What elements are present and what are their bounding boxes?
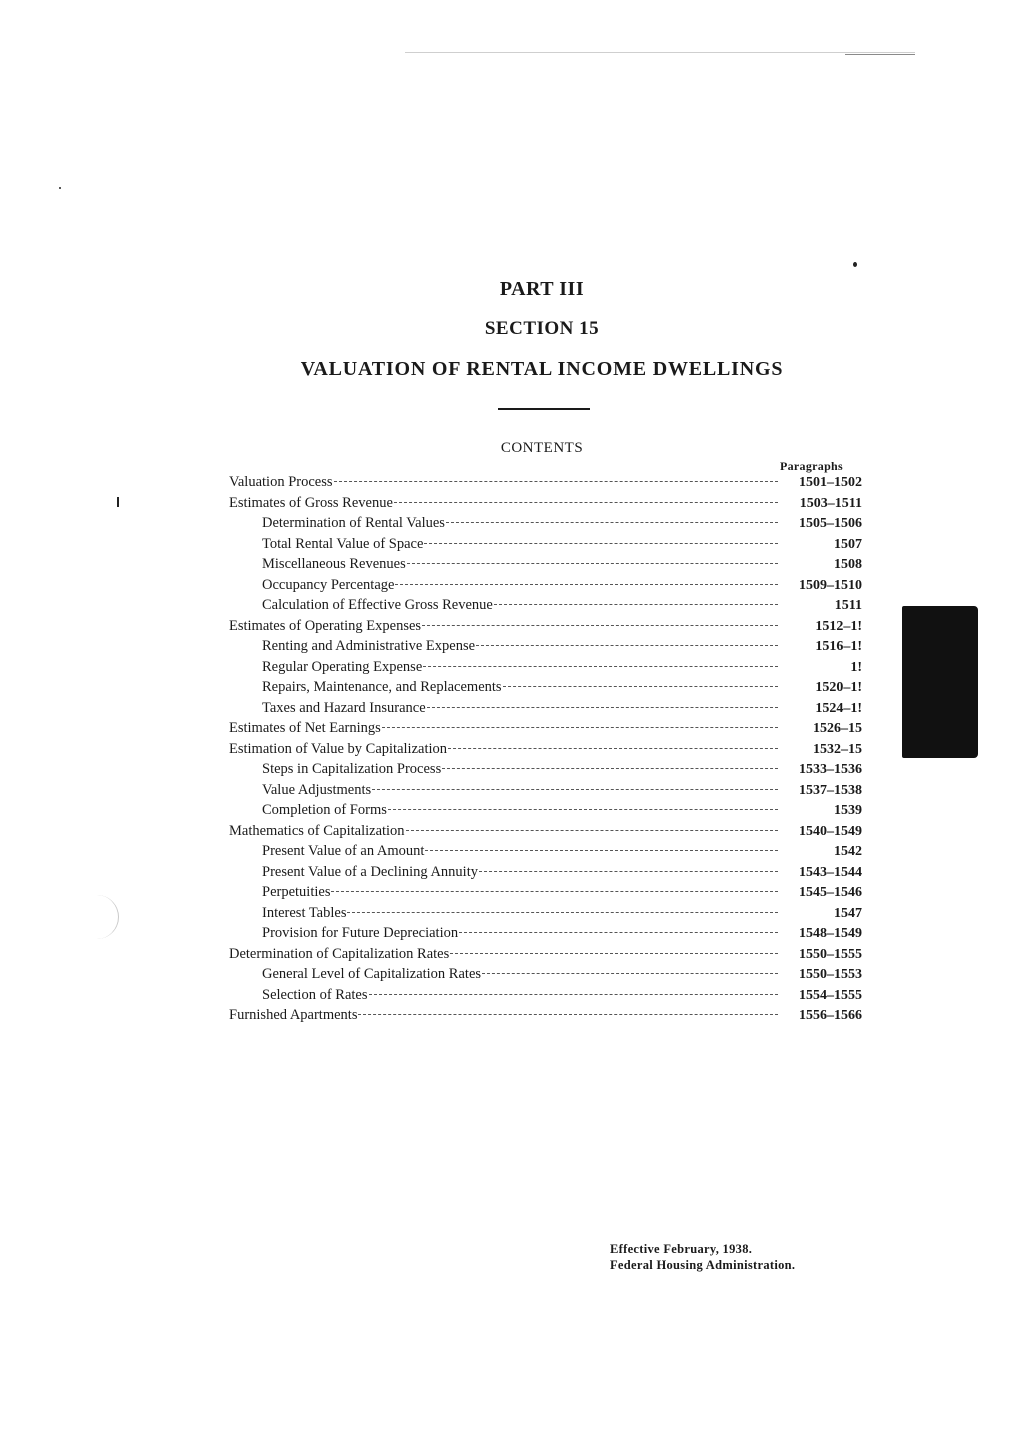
toc-entry-title: Present Value of a Declining Annuity bbox=[262, 863, 478, 880]
toc-entry-title: Mathematics of Capitalization bbox=[229, 822, 405, 839]
toc-entry-paragraphs: 1532–15 bbox=[813, 741, 862, 757]
toc-entry bbox=[229, 884, 862, 905]
toc-entry bbox=[229, 679, 862, 700]
paragraphs-column-header: Paragraphs bbox=[780, 459, 843, 473]
issuing-agency: Federal Housing Administration. bbox=[610, 1258, 796, 1272]
toc-dot-leader bbox=[448, 748, 778, 749]
toc-entry bbox=[229, 474, 862, 495]
toc-entry-paragraphs: 1545–1546 bbox=[799, 885, 862, 900]
toc-entry-title: Provision for Future Depreciation bbox=[262, 925, 459, 941]
toc-entry-paragraphs: 1503–1511 bbox=[799, 495, 862, 511]
toc-entry-paragraphs: 1548–1549 bbox=[799, 926, 862, 941]
toc-dot-leader bbox=[388, 809, 778, 810]
toc-dot-leader bbox=[358, 1014, 778, 1015]
toc-entry-paragraphs: 1533–1536 bbox=[799, 762, 862, 777]
toc-entry-title: Estimates of Net Earnings bbox=[229, 720, 381, 736]
toc-entry-paragraphs: 1520–1! bbox=[815, 680, 862, 695]
toc-dot-leader bbox=[446, 522, 778, 523]
toc-dot-leader bbox=[372, 789, 778, 790]
toc-entry-paragraphs: 1542 bbox=[834, 844, 862, 859]
toc-dot-leader bbox=[369, 994, 778, 995]
scan-artifact-line bbox=[405, 52, 915, 53]
toc-entry-title: Occupancy Percentage bbox=[262, 576, 395, 593]
toc-entry bbox=[229, 618, 862, 639]
toc-entry bbox=[229, 741, 862, 762]
toc-entry bbox=[229, 720, 862, 741]
page-title: VALUATION OF RENTAL INCOME DWELLINGS bbox=[300, 358, 784, 380]
toc-entry-paragraphs: 1550–1553 bbox=[799, 967, 862, 982]
toc-dot-leader bbox=[450, 953, 778, 954]
toc-entry bbox=[229, 925, 862, 946]
toc-entry-paragraphs: 1508 bbox=[834, 557, 862, 572]
toc-entry bbox=[229, 659, 862, 680]
margin-mark bbox=[117, 497, 119, 507]
toc-entry bbox=[229, 1007, 862, 1028]
toc-dot-leader bbox=[423, 666, 778, 667]
toc-dot-leader bbox=[442, 768, 778, 769]
toc-entry-paragraphs: 1539 bbox=[834, 803, 862, 818]
punch-hole-shadow bbox=[88, 895, 119, 939]
toc-entry-title: Total Rental Value of Space bbox=[262, 535, 424, 552]
toc-dot-leader bbox=[394, 502, 778, 503]
toc-entry-title: Selection of Rates bbox=[262, 986, 368, 1003]
effective-date: Effective February, 1938. bbox=[610, 1242, 753, 1256]
toc-entry-paragraphs: 1537–1538 bbox=[799, 782, 862, 798]
toc-dot-leader bbox=[422, 625, 778, 626]
ink-speck bbox=[853, 262, 857, 267]
section-heading: SECTION 15 bbox=[484, 318, 600, 339]
toc-entry bbox=[229, 843, 862, 864]
toc-entry-paragraphs: 1512–1! bbox=[815, 618, 862, 634]
toc-entry-title: Calculation of Effective Gross Revenue bbox=[262, 597, 493, 613]
part-heading: PART III bbox=[499, 278, 585, 300]
toc-entry-title: Repairs, Maintenance, and Replacements bbox=[262, 679, 502, 695]
toc-dot-leader bbox=[395, 584, 778, 585]
toc-entry-title: Steps in Capitalization Process bbox=[262, 761, 442, 777]
toc-dot-leader bbox=[482, 973, 778, 974]
toc-entry bbox=[229, 802, 862, 823]
toc-entry-paragraphs: 1547 bbox=[834, 905, 862, 921]
toc-entry-title: Regular Operating Expense bbox=[262, 658, 423, 675]
toc-dot-leader bbox=[406, 830, 778, 831]
toc-entry bbox=[229, 823, 862, 844]
toc-entry bbox=[229, 946, 862, 967]
toc-entry-paragraphs: 1511 bbox=[834, 598, 862, 613]
footer bbox=[610, 1241, 795, 1273]
toc-entry bbox=[229, 905, 862, 926]
toc-entry-title: Value Adjustments bbox=[262, 781, 372, 798]
toc-entry bbox=[229, 515, 862, 536]
toc-entry-paragraphs: 1526–15 bbox=[813, 721, 862, 736]
toc-entry-title: Furnished Apartments bbox=[229, 1007, 358, 1023]
toc-entry-title: Determination of Capitalization Rates bbox=[229, 945, 450, 962]
toc-entry-title: Estimation of Value by Capitalization bbox=[229, 740, 447, 757]
toc-entry-title: Completion of Forms bbox=[262, 802, 387, 818]
contents-label: CONTENTS bbox=[500, 440, 584, 456]
toc-entry bbox=[229, 782, 862, 803]
toc-dot-leader bbox=[334, 481, 779, 482]
toc-entry bbox=[229, 597, 862, 618]
toc-entry bbox=[229, 536, 862, 557]
toc-dot-leader bbox=[427, 707, 778, 708]
toc-entry-paragraphs: 1556–1566 bbox=[799, 1008, 862, 1023]
toc-dot-leader bbox=[479, 871, 778, 872]
toc-entry-title: Renting and Administrative Expense bbox=[262, 638, 476, 654]
toc-entry-title: Determination of Rental Values bbox=[262, 515, 445, 531]
toc-entry-paragraphs: 1543–1544 bbox=[799, 864, 862, 880]
toc-entry-title: General Level of Capitalization Rates bbox=[262, 966, 482, 982]
toc-entry bbox=[229, 700, 862, 721]
toc-dot-leader bbox=[382, 727, 778, 728]
toc-entry-paragraphs: 1554–1555 bbox=[799, 987, 862, 1003]
scan-artifact-line bbox=[845, 54, 915, 55]
toc-entry-paragraphs: 1516–1! bbox=[815, 639, 862, 654]
title-rule bbox=[498, 408, 590, 410]
toc-entry bbox=[229, 761, 862, 782]
toc-entry-paragraphs: 1! bbox=[850, 659, 862, 675]
toc-entry-paragraphs: 1501–1502 bbox=[799, 475, 862, 490]
ink-speck bbox=[59, 187, 61, 189]
toc-entry-paragraphs: 1550–1555 bbox=[799, 946, 862, 962]
toc-entry bbox=[229, 638, 862, 659]
toc-entry-paragraphs: 1509–1510 bbox=[799, 577, 862, 593]
toc-entry bbox=[229, 987, 862, 1008]
toc-entry-title: Present Value of an Amount bbox=[262, 843, 425, 859]
toc-dot-leader bbox=[347, 912, 778, 913]
toc-entry bbox=[229, 577, 862, 598]
toc-entry-paragraphs: 1524–1! bbox=[815, 700, 862, 716]
toc-entry-title: Valuation Process bbox=[229, 474, 333, 490]
toc-entry-paragraphs: 1505–1506 bbox=[799, 516, 862, 531]
toc-entry-title: Interest Tables bbox=[262, 904, 347, 921]
toc-dot-leader bbox=[424, 543, 778, 544]
toc-entry-title: Perpetuities bbox=[262, 884, 331, 900]
toc-dot-leader bbox=[476, 645, 778, 646]
toc-dot-leader bbox=[407, 563, 778, 564]
toc-dot-leader bbox=[331, 891, 778, 892]
toc-entry-title: Miscellaneous Revenues bbox=[262, 556, 406, 572]
index-tab-shadow bbox=[902, 606, 978, 758]
toc-entry-title: Estimates of Gross Revenue bbox=[229, 494, 393, 511]
toc-entry bbox=[229, 495, 862, 516]
toc-dot-leader bbox=[494, 604, 778, 605]
toc-dot-leader bbox=[425, 850, 778, 851]
toc-entry bbox=[229, 864, 862, 885]
toc-entry-paragraphs: 1507 bbox=[834, 536, 862, 552]
toc-entry-title: Taxes and Hazard Insurance bbox=[262, 699, 426, 716]
toc-entry-paragraphs: 1540–1549 bbox=[799, 823, 862, 839]
toc-dot-leader bbox=[459, 932, 778, 933]
toc-entry bbox=[229, 556, 862, 577]
toc-dot-leader bbox=[503, 686, 778, 687]
toc-entry bbox=[229, 966, 862, 987]
toc-entry-title: Estimates of Operating Expenses bbox=[229, 617, 422, 634]
table-of-contents bbox=[229, 474, 862, 1028]
